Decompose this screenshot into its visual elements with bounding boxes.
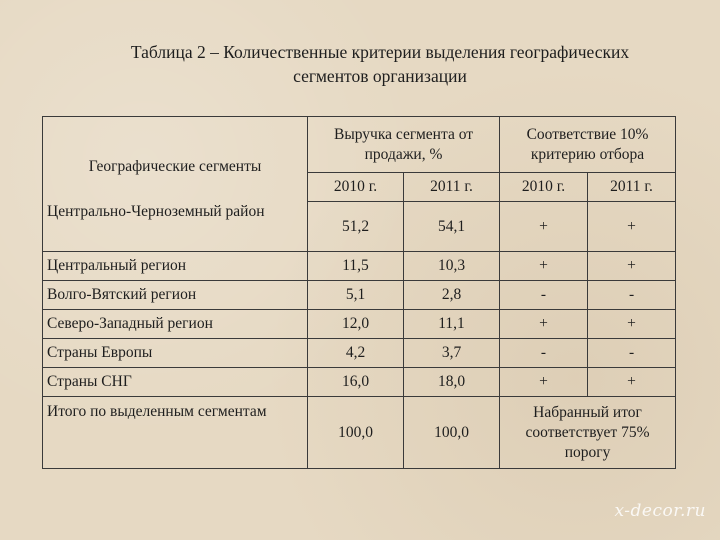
total-criterion-note: Набранный итог соответствует 75% порогу bbox=[500, 397, 676, 469]
criterion-2011: - bbox=[588, 281, 676, 310]
revenue-2011: 2,8 bbox=[404, 281, 500, 310]
segment-name: Северо-Западный регион bbox=[43, 310, 308, 339]
header-segments: Географические сегменты bbox=[43, 117, 308, 202]
table-total-row bbox=[43, 397, 676, 469]
revenue-2011: 3,7 bbox=[404, 339, 500, 368]
segment-name: Центрально-Черноземный район bbox=[43, 202, 308, 252]
table-row bbox=[43, 368, 676, 397]
criterion-2011: - bbox=[588, 339, 676, 368]
segment-name: Страны Европы bbox=[43, 339, 308, 368]
revenue-2010: 12,0 bbox=[308, 310, 404, 339]
revenue-2011: 10,3 bbox=[404, 252, 500, 281]
criterion-2011: + bbox=[588, 368, 676, 397]
table-row bbox=[43, 202, 676, 252]
header-criterion: Соответствие 10% критерию отбора bbox=[500, 117, 676, 173]
criterion-2010: + bbox=[500, 252, 588, 281]
revenue-2010: 11,5 bbox=[308, 252, 404, 281]
revenue-2010: 51,2 bbox=[308, 202, 404, 252]
segment-name: Волго-Вятский регион bbox=[43, 281, 308, 310]
table-row bbox=[43, 281, 676, 310]
revenue-2010: 4,2 bbox=[308, 339, 404, 368]
revenue-2011: 54,1 bbox=[404, 202, 500, 252]
header-criterion-2011: 2011 г. bbox=[588, 173, 676, 202]
table-row bbox=[43, 252, 676, 281]
criterion-2011: + bbox=[588, 202, 676, 252]
header-revenue-2011: 2011 г. bbox=[404, 173, 500, 202]
table-header-row bbox=[43, 117, 676, 173]
total-revenue-2011: 100,0 bbox=[404, 397, 500, 469]
table-caption-line-2: сегментов организации bbox=[293, 66, 467, 86]
header-revenue-2010: 2010 г. bbox=[308, 173, 404, 202]
segment-name: Центральный регион bbox=[43, 252, 308, 281]
table-caption bbox=[60, 40, 700, 88]
header-criterion-2010: 2010 г. bbox=[500, 173, 588, 202]
total-revenue-2010: 100,0 bbox=[308, 397, 404, 469]
total-label: Итого по выделенным сегментам bbox=[43, 397, 308, 469]
criteria-table bbox=[42, 116, 676, 469]
table-row bbox=[43, 310, 676, 339]
revenue-2011: 11,1 bbox=[404, 310, 500, 339]
criterion-2011: + bbox=[588, 310, 676, 339]
table-caption-line-1: Таблица 2 – Количественные критерии выделения географических bbox=[130, 42, 630, 62]
revenue-2010: 16,0 bbox=[308, 368, 404, 397]
criterion-2010: + bbox=[500, 368, 588, 397]
criterion-2010: - bbox=[500, 339, 588, 368]
segment-name: Страны СНГ bbox=[43, 368, 308, 397]
revenue-2010: 5,1 bbox=[308, 281, 404, 310]
criterion-2010: - bbox=[500, 281, 588, 310]
criterion-2010: + bbox=[500, 310, 588, 339]
revenue-2011: 18,0 bbox=[404, 368, 500, 397]
header-revenue: Выручка сегмента от продажи, % bbox=[308, 117, 500, 173]
table-row bbox=[43, 339, 676, 368]
watermark: x-decor.ru bbox=[614, 501, 706, 521]
criterion-2010: + bbox=[500, 202, 588, 252]
criterion-2011: + bbox=[588, 252, 676, 281]
